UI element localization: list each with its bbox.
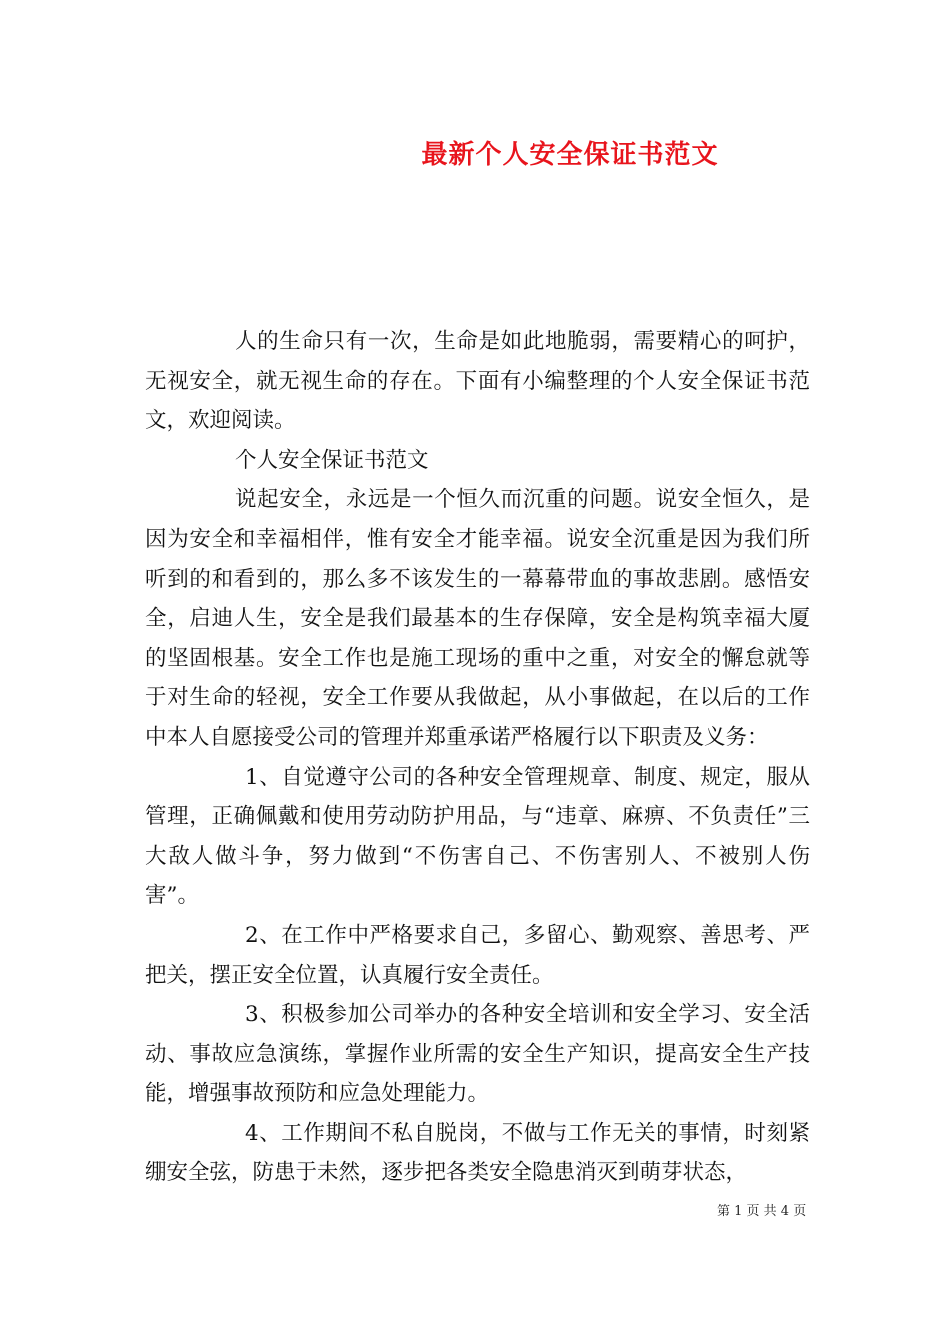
document-title: 最新个人安全保证书范文 (421, 140, 719, 170)
main-paragraph: 说起安全，永远是一个恒久而沉重的问题。说安全恒久，是因为安全和幸福相伴，惟有安全才能幸福。说安全沉重是因为我们所听到的和看到的，那么多不该发生的一幕幕带血的事故悲剧。感悟安全，启迪人生，安全是我们最基本的生存保障，安全是构筑幸福大厦的坚固根基。安全工作也是施工现场的重中之重，对安全的懈怠就等于对生命的轻视，安全工作要从我做起，从小事做起，在以后的工作中本人自愿接受公司的管理并郑重承诺严格履行以下职责及义务： (145, 487, 810, 750)
page-number-footer: 第 1 页 共 4 页 (717, 1204, 807, 1219)
intro-paragraph: 人的生命只有一次，生命是如此地脆弱，需要精心的呵护，无视安全，就无视生命的存在。下面有小编整理的个人安全保证书范文，欢迎阅读。 (145, 329, 810, 434)
list-item-1: 1、自觉遵守公司的各种安全管理规章、制度、规定，服从管理，正确佩戴和使用劳动防护用品，与“违章、麻痹、不负责任”三大敌人做斗争，努力做到“不伤害自己、不伤害别人、不被别人伤害”。 (145, 764, 810, 909)
section-subtitle: 个人安全保证书范文 (235, 447, 429, 473)
list-item-3: 3、积极参加公司举办的各种安全培训和安全学习、安全活动、事故应急演练，掌握作业所需的安全生产知识，提高安全生产技能，增强事故预防和应急处理能力。 (145, 1002, 810, 1107)
list-item-4: 4、工作期间不私自脱岗，不做与工作无关的事情，时刻紧绷安全弦，防患于未然，逐步把各类安全隐患消灭到萌芽状态， (145, 1120, 810, 1186)
list-item-2: 2、在工作中严格要求自己，多留心、勤观察、善思考、严把关，摆正安全位置，认真履行安全责任。 (145, 922, 810, 988)
document-body (145, 322, 810, 1193)
